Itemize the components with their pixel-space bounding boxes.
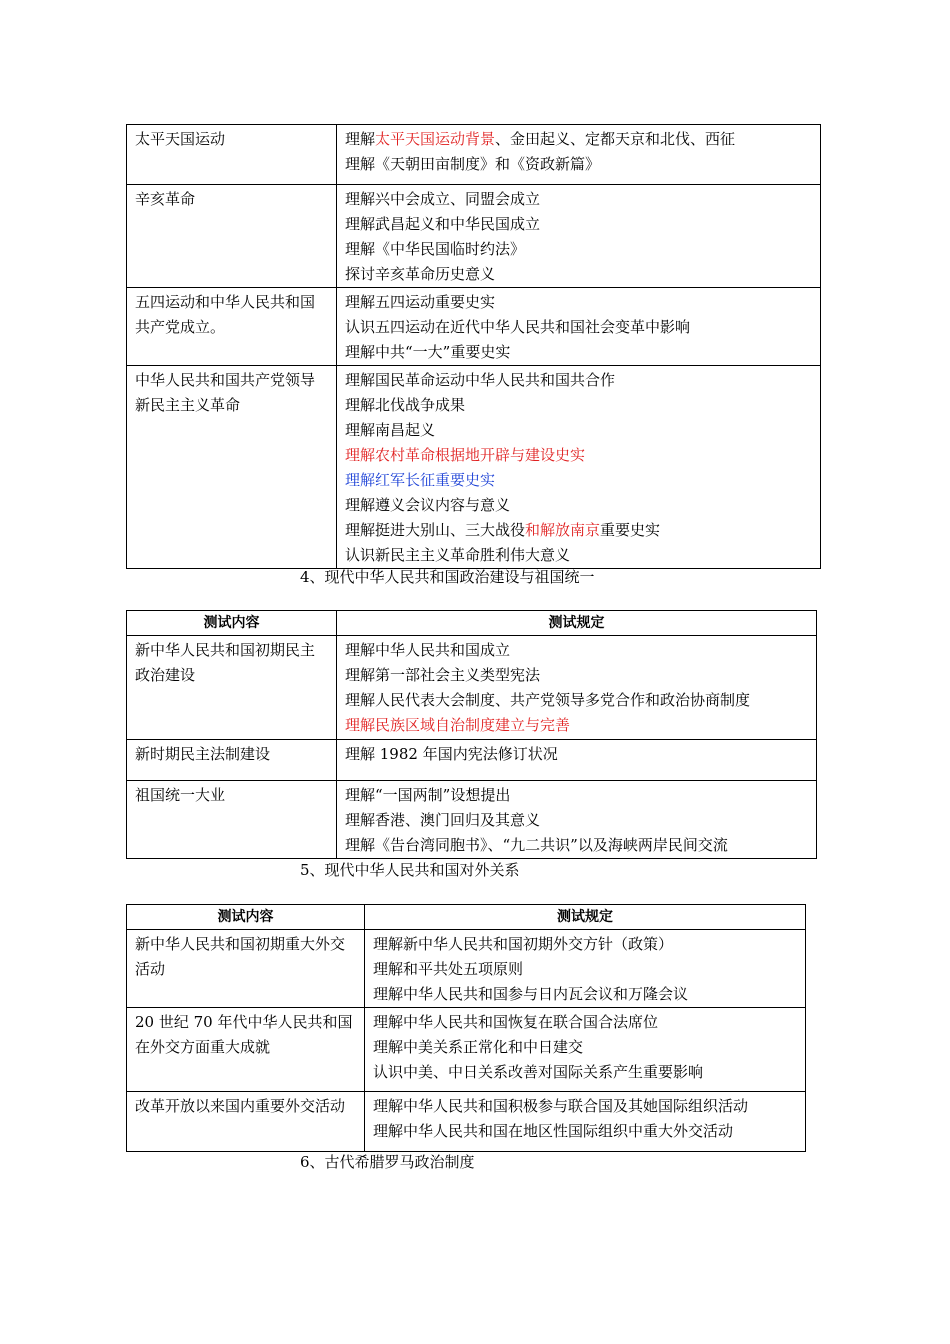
requirement-text: 认识五四运动在近代中华人民共和国社会变革中影响 xyxy=(345,318,691,336)
requirement-line xyxy=(345,783,808,808)
requirement-line xyxy=(345,368,812,393)
header-test-content: 测试内容 xyxy=(127,611,337,636)
requirement-line xyxy=(345,315,812,340)
requirement-text: 理解中华人民共和国参与日内瓦会议和万隆会议 xyxy=(373,985,689,1003)
requirements-cell xyxy=(337,125,821,185)
topic-cell: 中华人民共和国共产党领导新民主主义革命 xyxy=(127,366,337,569)
topic-cell: 20 世纪 70 年代中华人民共和国在外交方面重大成就 xyxy=(127,1008,365,1092)
requirement-line xyxy=(345,187,812,212)
requirement-line xyxy=(345,493,812,518)
requirement-text: 、金田起义、定都天京和北伐、西征 xyxy=(495,130,736,148)
requirement-text: 理解挺进大别山、三大战役 xyxy=(345,521,526,539)
requirement-text: 理解五四运动重要史实 xyxy=(345,293,496,311)
header-test-content: 测试内容 xyxy=(127,905,365,930)
table-row xyxy=(127,636,817,740)
requirement-text: 理解第一部社会主义类型宪法 xyxy=(345,666,541,684)
topic-cell: 五四运动和中华人民共和国共产党成立。 xyxy=(127,288,337,366)
requirement-text: 理解中华人民共和国恢复在联合国合法席位 xyxy=(373,1013,659,1031)
table-row xyxy=(127,740,817,781)
requirement-text: 理解民族区域自治制度建立与完善 xyxy=(345,716,571,734)
requirement-text: 理解中华人民共和国积极参与联合国及其她国际组织活动 xyxy=(373,1097,749,1115)
requirement-text: 理解香港、澳门回归及其意义 xyxy=(345,811,541,829)
requirements-cell xyxy=(337,185,821,288)
table-row xyxy=(127,930,806,1008)
requirement-line xyxy=(345,418,812,443)
table-header-row xyxy=(127,905,806,930)
header-test-rule: 测试规定 xyxy=(337,611,817,636)
section-caption-5: 5、现代中华人民共和国对外关系 xyxy=(300,861,520,879)
table-row xyxy=(127,366,821,569)
requirement-line xyxy=(345,290,812,315)
requirement-line xyxy=(345,152,812,177)
requirement-text: 认识中美、中日关系改善对国际关系产生重要影响 xyxy=(373,1063,704,1081)
requirement-line xyxy=(373,1060,797,1085)
requirement-line xyxy=(345,237,812,262)
requirements-cell xyxy=(365,1092,806,1152)
requirement-line xyxy=(345,443,812,468)
requirement-text: 理解南昌起义 xyxy=(345,421,436,439)
requirement-text: 理解中共“一大”重要史实 xyxy=(345,343,511,361)
section-caption-6: 6、古代希腊罗马政治制度 xyxy=(300,1153,475,1171)
requirement-text: 理解中华人民共和国在地区性国际组织中重大外交活动 xyxy=(373,1122,734,1140)
requirement-line xyxy=(345,127,812,152)
requirements-cell xyxy=(365,930,806,1008)
requirements-cell xyxy=(365,1008,806,1092)
requirement-line xyxy=(345,638,808,663)
table-row xyxy=(127,1092,806,1152)
table-row xyxy=(127,1008,806,1092)
requirement-line xyxy=(345,393,812,418)
requirement-text: 探讨辛亥革命历史意义 xyxy=(345,265,496,283)
requirement-line xyxy=(345,262,812,287)
requirement-line xyxy=(373,982,797,1007)
requirements-cell xyxy=(337,288,821,366)
requirement-text: 理解新中华人民共和国初期外交方针（政策） xyxy=(373,935,674,953)
table-foreign-relations xyxy=(126,904,806,1152)
table-row xyxy=(127,288,821,366)
table-revolutions xyxy=(126,124,821,569)
requirement-line xyxy=(345,833,808,858)
requirement-line xyxy=(345,663,808,688)
requirement-line xyxy=(373,932,797,957)
table-row xyxy=(127,125,821,185)
requirement-text: 理解农村革命根据地开辟与建设史实 xyxy=(345,446,586,464)
requirement-line xyxy=(345,742,808,767)
requirement-text: 理解人民代表大会制度、共产党领导多党合作和政治协商制度 xyxy=(345,691,751,709)
topic-cell: 改革开放以来国内重要外交活动 xyxy=(127,1092,365,1152)
table-political-construction xyxy=(126,610,817,859)
requirement-line xyxy=(373,1119,797,1144)
topic-cell: 太平天国运动 xyxy=(127,125,337,185)
requirement-text: 理解武昌起义和中华民国成立 xyxy=(345,215,541,233)
requirement-text: 和解放南京 xyxy=(525,521,601,539)
requirement-text: 重要史实 xyxy=(600,521,661,539)
requirement-text: 理解 1982 年国内宪法修订状况 xyxy=(345,745,558,763)
requirement-text: 理解和平共处五项原则 xyxy=(373,960,524,978)
requirement-text: 理解“一国两制”设想提出 xyxy=(345,786,511,804)
requirement-text: 理解《告台湾同胞书》、“九二共识”以及海峡两岸民间交流 xyxy=(345,836,728,854)
requirement-text: 理解《中华民国临时约法》 xyxy=(345,240,526,258)
requirement-text: 理解国民革命运动中华人民共和国共合作 xyxy=(345,371,616,389)
topic-cell: 新中华人民共和国初期重大外交活动 xyxy=(127,930,365,1008)
requirement-line xyxy=(373,957,797,982)
header-test-rule: 测试规定 xyxy=(365,905,806,930)
requirement-line xyxy=(345,713,808,738)
requirement-text: 认识新民主主义革命胜利伟大意义 xyxy=(345,546,571,564)
requirements-cell xyxy=(337,636,817,740)
requirement-text: 理解 xyxy=(345,130,376,148)
requirement-line xyxy=(345,212,812,237)
requirement-text: 理解遵义会议内容与意义 xyxy=(345,496,511,514)
requirements-cell xyxy=(337,781,817,859)
table-row xyxy=(127,781,817,859)
requirements-cell xyxy=(337,740,817,781)
requirement-line xyxy=(373,1010,797,1035)
requirement-text: 理解北伐战争成果 xyxy=(345,396,466,414)
requirement-line xyxy=(373,1035,797,1060)
requirement-line xyxy=(345,808,808,833)
table-header-row xyxy=(127,611,817,636)
requirement-text: 理解《天朝田亩制度》和《资政新篇》 xyxy=(345,155,601,173)
topic-cell: 祖国统一大业 xyxy=(127,781,337,859)
requirement-line xyxy=(345,518,812,543)
requirement-line xyxy=(345,340,812,365)
section-caption-4: 4、现代中华人民共和国政治建设与祖国统一 xyxy=(300,568,595,586)
requirement-line xyxy=(345,543,812,568)
topic-cell: 新中华人民共和国初期民主政治建设 xyxy=(127,636,337,740)
requirement-line xyxy=(345,468,812,493)
requirements-cell xyxy=(337,366,821,569)
topic-cell: 辛亥革命 xyxy=(127,185,337,288)
requirement-text: 理解兴中会成立、同盟会成立 xyxy=(345,190,541,208)
requirement-line xyxy=(345,688,808,713)
requirement-text: 太平天国运动背景 xyxy=(375,130,496,148)
table-row xyxy=(127,185,821,288)
topic-cell: 新时期民主法制建设 xyxy=(127,740,337,781)
requirement-text: 理解红军长征重要史实 xyxy=(345,471,496,489)
requirement-text: 理解中华人民共和国成立 xyxy=(345,641,511,659)
requirement-line xyxy=(373,1094,797,1119)
requirement-text: 理解中美关系正常化和中日建交 xyxy=(373,1038,584,1056)
